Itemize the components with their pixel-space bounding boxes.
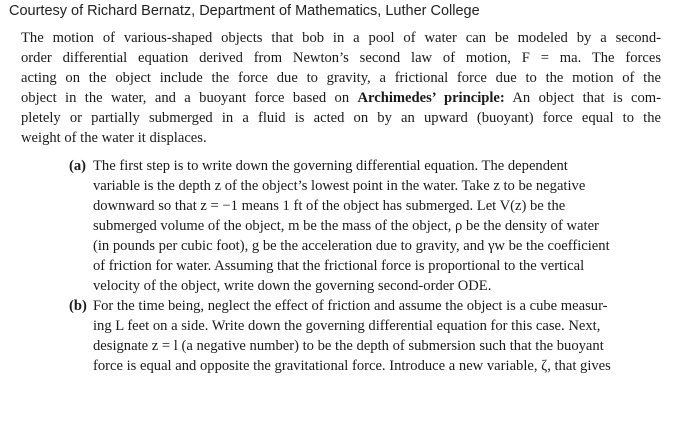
- problem-parts: [21, 156, 661, 376]
- part-a-line: of friction for water. Assuming that the frictional force is proportional to the vertical: [93, 258, 585, 274]
- part-a-line: The first step is to write down the governing differential equation. The dependent: [93, 158, 568, 174]
- part-b: [21, 296, 661, 376]
- part-a-line: variable is the depth z of the object’s lowest point in the water. Take z to be negative: [93, 178, 586, 194]
- part-a-label: (a): [69, 158, 87, 174]
- part-a-line: (in pounds per cubic foot), g be the acceleration due to gravity, and γw be the coefficient: [93, 238, 610, 254]
- part-b-line: For the time being, neglect the effect of friction and assume the object is a cube measur-: [93, 298, 608, 314]
- part-b-line: designate z = l (a negative number) to be the depth of submersion such that the buoyant: [93, 338, 604, 354]
- intro-line: The motion of various-shaped objects that bob in a pool of water can be modeled by a second-: [21, 30, 661, 46]
- intro-line: pletely or partially submerged in a fluid is acted on by an upward (buoyant) force equal to the: [21, 110, 661, 126]
- part-a: [21, 156, 661, 296]
- intro-text: An object that is com-: [504, 90, 661, 106]
- intro-line: acting on the object include the force due to gravity, a frictional force due to the motion of the: [21, 70, 661, 86]
- part-a-line: velocity of the object, write down the governing second-order ODE.: [93, 278, 492, 294]
- part-b-line: ing L feet on a side. Write down the governing differential equation for this case. Next,: [93, 318, 601, 334]
- problem-text: [21, 28, 661, 376]
- part-b-label: (b): [69, 298, 87, 314]
- intro-line: weight of the water it displaces.: [21, 130, 207, 146]
- part-a-line: submerged volume of the object, m be the mass of the object, ρ be the density of water: [93, 218, 599, 234]
- intro-line: order differential equation derived from Newton’s second law of motion, F = ma. The forces: [21, 50, 661, 66]
- part-b-line: force is equal and opposite the gravitational force. Introduce a new variable, ζ, that gives: [93, 358, 611, 374]
- intro-text: object in the water, and a buoyant force based on: [21, 90, 358, 106]
- intro-line: [21, 88, 661, 108]
- archimedes-principle-term: Archimedes’ principle:: [357, 90, 505, 106]
- courtesy-credit: Courtesy of Richard Bernatz, Department of Mathematics, Luther College: [9, 3, 480, 19]
- part-a-line: downward so that z = −1 means 1 ft of the object has submerged. Let V(z) be the: [93, 198, 566, 214]
- intro-paragraph: [21, 28, 661, 148]
